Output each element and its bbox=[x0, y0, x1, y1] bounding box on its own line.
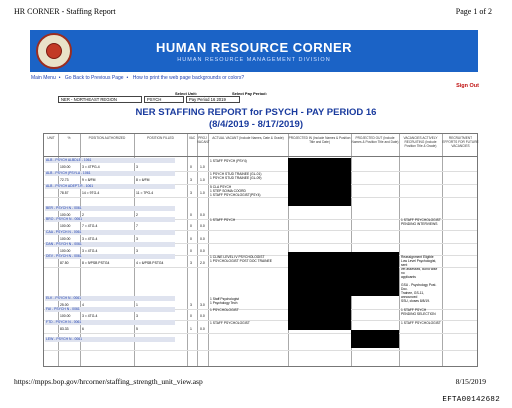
column-header: RECRUITMENT EFFORTS FOR FUTURE VACANCIES bbox=[442, 136, 479, 148]
actual-vacant-cell: 1 PSYCHOLOGIST bbox=[210, 308, 239, 312]
projected-vacant-cell: 2.0 bbox=[200, 261, 205, 265]
recruiting-cell: 1 STAFF PSYCHOLOGIST bbox=[401, 321, 441, 325]
unit-link[interactable]: DEV - PSYCH N - 0061 bbox=[45, 254, 175, 259]
unit-link[interactable]: ELK - PSYCH N - 0061 bbox=[45, 296, 175, 301]
staffing-table bbox=[43, 133, 478, 367]
unit-link[interactable]: ALB - PSYCH ALBDLE - 1061 bbox=[45, 158, 175, 163]
print-footer-url: https://mpps.bop.gov/hrcorner/staffing_strength_unit_view.asp bbox=[14, 377, 203, 386]
projected-vacant-cell: 0.0 bbox=[200, 327, 205, 331]
column-header: PROJECTED OUT (Include Names & Position Title and Date) bbox=[351, 136, 399, 144]
percent-cell: 100.00 bbox=[60, 165, 71, 169]
unit-link[interactable]: CAA - PSYCH N - 0061 bbox=[45, 230, 175, 235]
percent-cell: 72.73 bbox=[60, 178, 69, 182]
column-header: UNIT bbox=[47, 136, 55, 140]
projected-vacant-cell: 0.0 bbox=[200, 249, 205, 253]
sign-out-link[interactable]: Sign Out bbox=[456, 83, 479, 89]
column-divider bbox=[197, 134, 198, 366]
recruiting-cell: 1 STAFF PSYCH PENDING SELECTION bbox=[401, 308, 436, 316]
row-divider bbox=[44, 350, 477, 351]
vacant-cell: 0 bbox=[190, 237, 192, 241]
report-date-range: (8/4/2019 - 8/17/2019) bbox=[208, 119, 303, 130]
column-divider bbox=[208, 134, 209, 366]
print-footer-date: 8/15/2019 bbox=[455, 377, 486, 386]
percent-cell: 100.00 bbox=[60, 314, 71, 318]
percent-cell: 100.00 bbox=[60, 249, 71, 253]
banner-subtitle: HUMAN RESOURCE MANAGEMENT DIVISION bbox=[177, 57, 331, 63]
row-divider bbox=[44, 333, 477, 334]
vacant-cell: 0 bbox=[190, 165, 192, 169]
percent-cell: 87.50 bbox=[60, 261, 69, 265]
column-divider bbox=[80, 134, 81, 366]
filled-cell: 2 bbox=[136, 213, 138, 217]
nav-separator: • bbox=[58, 75, 61, 81]
authorized-cell: 3 = 4TG-4 bbox=[82, 237, 98, 241]
authorized-cell: 3 = 4TG-4 bbox=[82, 314, 98, 318]
recruiting-cell: Reassignment Eligible Low Level Psychologist, sent vet assessed, Bond wise no applicants GSU - Psychology Post. Doc. Trainee, GS-11, announced SSU, closes 8/8/19. bbox=[401, 255, 438, 303]
unit-link[interactable]: ALB - PSYCH ADEPT-R - 1061 bbox=[45, 184, 175, 189]
percent-cell: 100.00 bbox=[60, 213, 71, 217]
vacant-cell: 3 bbox=[190, 261, 192, 265]
main-menu-link[interactable]: Main Menu bbox=[31, 75, 56, 81]
bates-number: EFTA00142682 bbox=[442, 396, 500, 404]
authorized-cell: 9 = 8/FM bbox=[82, 178, 96, 182]
authorized-cell: 8 = 9/PSB PSTG4 bbox=[82, 261, 110, 265]
vacant-cell: 1 bbox=[190, 327, 192, 331]
print-header-title: HR CORNER - Staffing Report bbox=[14, 7, 116, 16]
actual-vacant-cell: 5 CLA PSYCH 1 STEP SO/MA COORD 1 STAFF PSYCHOLOGIST(PSY4) bbox=[210, 185, 261, 197]
vacant-cell: 0 bbox=[190, 224, 192, 228]
column-divider bbox=[187, 134, 188, 366]
column-header: VAC bbox=[188, 136, 196, 140]
authorized-cell: 6 bbox=[82, 327, 84, 331]
period-select-label: Select Pay Period: bbox=[232, 91, 267, 96]
vacant-cell: 3 bbox=[190, 303, 192, 307]
redaction-block bbox=[351, 252, 399, 296]
projected-vacant-cell: 0.0 bbox=[200, 224, 205, 228]
region-select[interactable]: NER - NORTHEAST REGION bbox=[58, 96, 142, 103]
period-select[interactable]: Pay Period 16 2019 bbox=[186, 96, 240, 103]
percent-cell: 100.00 bbox=[60, 224, 71, 228]
redaction-block bbox=[288, 158, 351, 206]
actual-vacant-cell: 1 STAFF PSYCH (PSY4) bbox=[210, 159, 247, 163]
actual-vacant-cell: 1 CLINE LEVEL IV PSYCHOLOGIST 1 PSYCHOLOGIST POST DOC TRAINEE bbox=[210, 255, 272, 263]
redaction-block bbox=[351, 330, 399, 348]
projected-vacant-cell: 1.0 bbox=[200, 191, 205, 195]
vacant-cell: 0 bbox=[190, 213, 192, 217]
column-divider bbox=[58, 134, 59, 366]
percent-cell: 78.57 bbox=[60, 191, 69, 195]
filled-cell: 3 bbox=[136, 165, 138, 169]
projected-vacant-cell: 3.0 bbox=[200, 303, 205, 307]
filled-cell: 5 bbox=[136, 327, 138, 331]
authorized-cell: 3 = 4TG-4 bbox=[82, 249, 98, 253]
filled-cell: 11 = 7PG-4 bbox=[136, 191, 154, 195]
unit-select-label: Select Unit: bbox=[175, 91, 198, 96]
vacant-cell: 0 bbox=[190, 249, 192, 253]
unit-link[interactable]: FAI - PSYCH N - 0061 bbox=[45, 307, 175, 312]
filled-cell: 3 bbox=[136, 314, 138, 318]
redaction-block bbox=[288, 252, 351, 330]
filled-cell: 7 bbox=[136, 224, 138, 228]
filled-cell: 3 bbox=[136, 237, 138, 241]
projected-vacant-cell: 0.0 bbox=[200, 237, 205, 241]
row-divider bbox=[44, 267, 477, 268]
unit-select[interactable]: PSYCH bbox=[144, 96, 184, 103]
column-header: PROJ VACANT bbox=[197, 136, 210, 144]
site-banner bbox=[30, 30, 478, 72]
authorized-cell: 14 = 9TG-4 bbox=[82, 191, 100, 195]
unit-link[interactable]: BER - PSYCH N - 0061 bbox=[45, 206, 175, 211]
column-header: POSITION AUTHORIZED bbox=[88, 136, 126, 140]
back-link[interactable]: Go Back to Previous Page bbox=[64, 75, 124, 81]
filled-cell: 1 bbox=[136, 303, 138, 307]
projected-vacant-cell: 0.0 bbox=[200, 213, 205, 217]
authorized-cell: 3 = 4TPG-4 bbox=[82, 165, 100, 169]
actual-vacant-cell: 1 Staff Psychologist 1 Psychology Tech bbox=[210, 297, 239, 305]
report-title: NER STAFFING REPORT for PSYCH - PAY PERIOD 16 bbox=[135, 107, 377, 118]
actual-vacant-cell: 1 STAFF PSYCHOLOGIST bbox=[210, 321, 250, 325]
unit-link[interactable]: DAN - PSYCH N - 0061 bbox=[45, 242, 175, 247]
percent-cell: 83.33 bbox=[60, 327, 69, 331]
actual-vacant-cell: 1 PSYCH STUD TRAINEE (GL-01) 1 PSYCH STUD TRAINEE (GL-09) bbox=[210, 172, 262, 180]
row-divider bbox=[44, 197, 477, 198]
column-header: ACTUAL VACANT (Include Names, Date & Grade) bbox=[212, 136, 284, 140]
actual-vacant-cell: 1 STAFF PSYCH bbox=[210, 218, 236, 222]
unit-link[interactable]: FTD - PSYCH N - 0061 bbox=[45, 320, 175, 325]
banner-title: HUMAN RESOURCE CORNER bbox=[155, 40, 353, 55]
recruiting-cell: 1 STAFF PSYCHOLOGIST PENDING INTERVIEWS bbox=[401, 218, 441, 226]
column-divider bbox=[399, 134, 400, 366]
column-header: PROJECTED IN (Include Names & Position Title and Date) bbox=[288, 136, 351, 144]
top-nav bbox=[31, 75, 247, 81]
column-header: VACANCIES ACTIVELY RECRUITING (Include Position Title & Grade) bbox=[403, 136, 438, 148]
vacant-cell: 3 bbox=[190, 191, 192, 195]
column-divider bbox=[134, 134, 135, 366]
projected-vacant-cell: 0.0 bbox=[200, 314, 205, 318]
print-page-number: Page 1 of 2 bbox=[455, 7, 492, 16]
filled-cell: 8 = 6/FM bbox=[136, 178, 150, 182]
column-header: POSITION FILLED bbox=[147, 136, 174, 140]
print-help-link[interactable]: How to print the web page backgrounds or colors? bbox=[132, 75, 245, 81]
authorized-cell: 2 bbox=[82, 213, 84, 217]
percent-cell: 25.00 bbox=[60, 303, 69, 307]
filled-cell: 3 bbox=[136, 249, 138, 253]
unit-link[interactable]: BRO - PSYCH N - 0061 bbox=[45, 217, 175, 222]
projected-vacant-cell: 1.0 bbox=[200, 178, 205, 182]
nav-separator: • bbox=[126, 75, 129, 81]
unit-link[interactable]: ALB - PSYCH (PSYLA - 1061 bbox=[45, 171, 175, 176]
percent-cell: 100.00 bbox=[60, 237, 71, 241]
column-divider bbox=[442, 134, 443, 366]
unit-link[interactable]: LEW - PSYCH N - 0061 bbox=[45, 337, 175, 342]
column-header: % bbox=[67, 136, 71, 140]
projected-vacant-cell: 1.0 bbox=[200, 165, 205, 169]
vacant-cell: 0 bbox=[190, 314, 192, 318]
authorized-cell: 7 = 4TG-4 bbox=[82, 224, 98, 228]
authorized-cell: 4 bbox=[82, 303, 84, 307]
vacant-cell: 3 bbox=[190, 178, 192, 182]
filled-cell: 4 = 6/PSB PSTG4 bbox=[136, 261, 164, 265]
